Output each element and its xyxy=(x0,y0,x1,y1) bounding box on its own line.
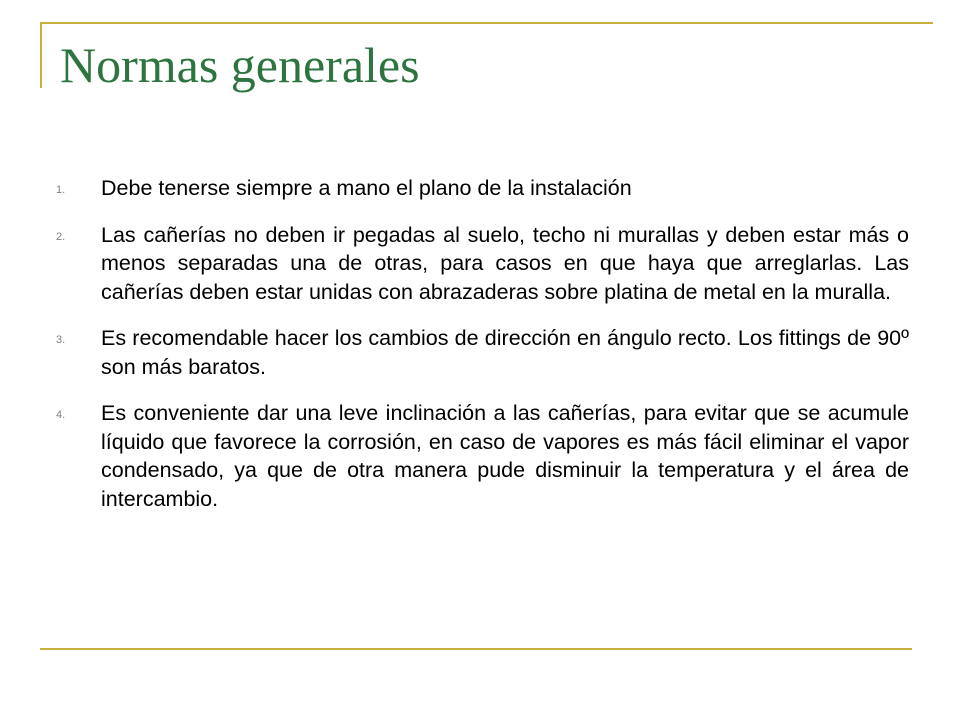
slide-title: Normas generales xyxy=(60,37,420,93)
list-item-text: Las cañerías no deben ir pegadas al suelo, techo ni murallas y deben estar más o menos separadas una de otras, para casos en que haya que arreglarlas. Las cañerías deben estar unidas con abrazaderas sobre platina de metal en la muralla. xyxy=(101,222,909,304)
top-vertical-rule xyxy=(40,22,42,88)
top-horizontal-rule xyxy=(40,22,933,24)
list-item-text: Es recomendable hacer los cambios de dirección en ángulo recto. Los fittings de 90º son más baratos. xyxy=(101,326,909,379)
list-item-text: Debe tenerse siempre a mano el plano de la instalación xyxy=(101,176,632,200)
list-item-number: 3. xyxy=(56,334,66,346)
list-item-number: 2. xyxy=(56,230,66,243)
list-item xyxy=(56,399,909,513)
rules-list xyxy=(56,174,909,531)
list-item xyxy=(56,174,909,203)
bottom-horizontal-rule xyxy=(40,648,912,650)
list-item xyxy=(56,221,909,307)
list-item xyxy=(56,324,909,381)
list-item-text: Es conveniente dar una leve inclinación a las cañerías, para evitar que se acumule líquido que favorece la corrosión, en caso de vapores es más fácil eliminar el vapor condensado, ya que de otra manera pude disminuir la temperatura y el área de intercambio. xyxy=(101,401,909,511)
list-item-number: 1. xyxy=(56,184,66,196)
list-item-number: 4. xyxy=(56,409,66,421)
